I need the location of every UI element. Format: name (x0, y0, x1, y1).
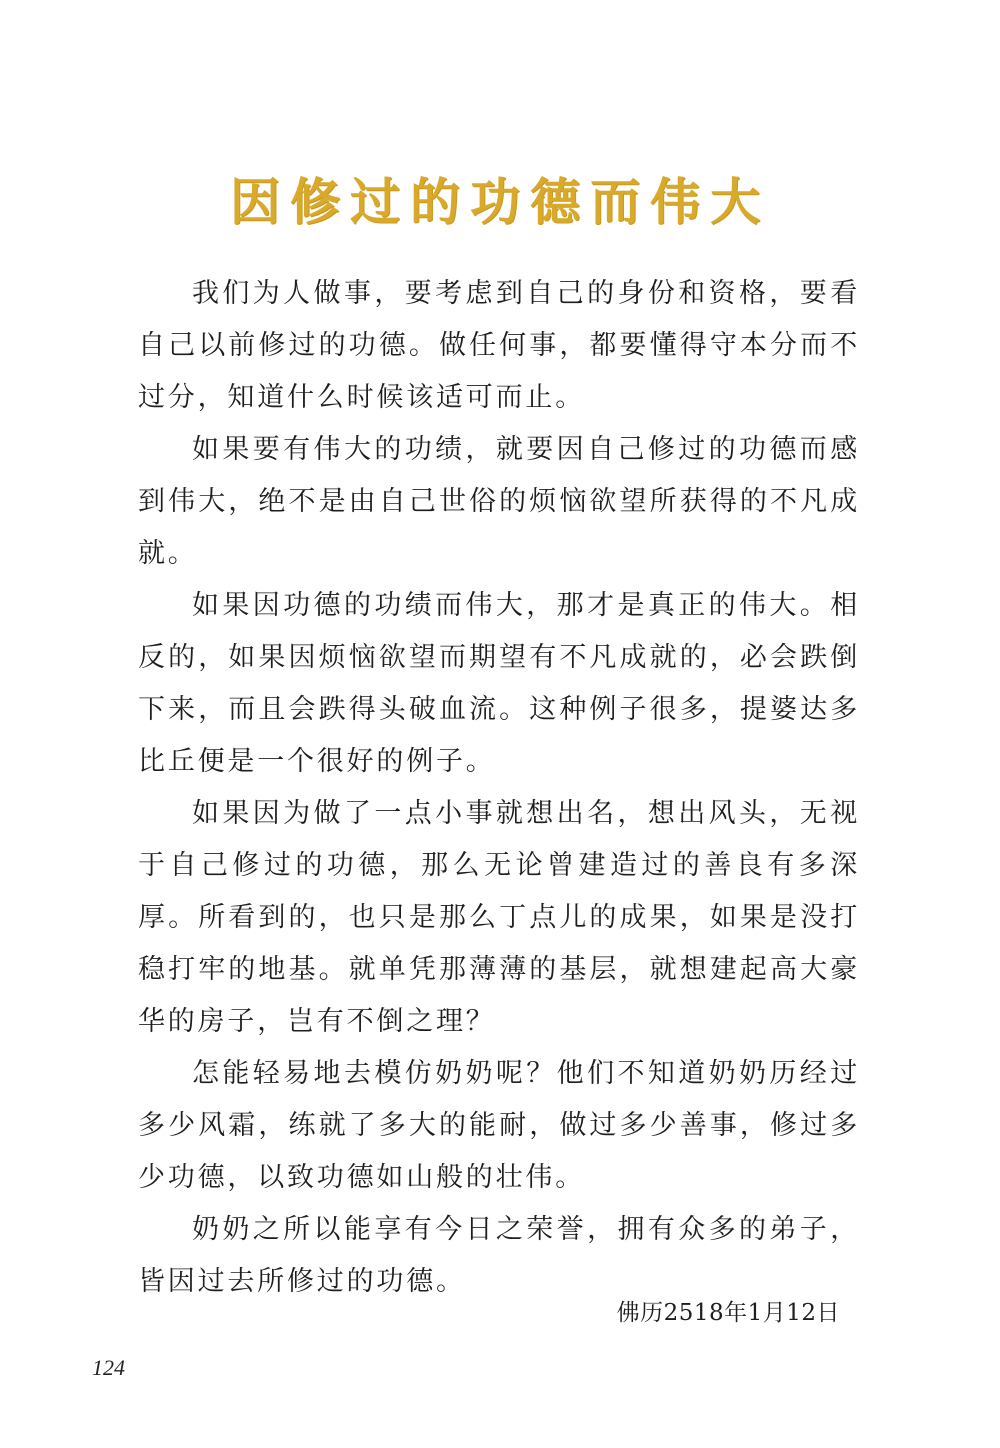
article-body (138, 268, 860, 1308)
page-number: 124 (92, 1355, 125, 1380)
paragraph-3: 如果因功德的功绩而伟大，那才是真正的伟大。相反的，如果因烦恼欲望而期望有不凡成就的，必会跌倒下来，而且会跌得头破血流。这种例子很多，提婆达多比丘便是一个很好的例子。 (138, 590, 860, 777)
paragraph-6: 奶奶之所以能享有今日之荣誉，拥有众多的弟子，皆因过去所修过的功德。 (138, 1214, 860, 1297)
page-title: 因修过的功德而伟大 (230, 171, 770, 231)
paragraph-1: 我们为人做事，要考虑到自己的身份和资格，要看自己以前修过的功德。做任何事，都要懂得守本分而不过分，知道什么时候该适可而止。 (138, 278, 860, 413)
paragraph-4: 如果因为做了一点小事就想出名，想出风头，无视于自己修过的功德，那么无论曾建造过的善良有多深厚。所看到的，也只是那么丁点儿的成果，如果是没打稳打牢的地基。就单凭那薄薄的基层，就想建起高大豪华的房子，岂有不倒之理？ (138, 798, 860, 1037)
paragraph-2: 如果要有伟大的功绩，就要因自己修过的功德而感到伟大，绝不是由自己世俗的烦恼欲望所获得的不凡成就。 (138, 434, 860, 569)
paragraph-5: 怎能轻易地去模仿奶奶呢？他们不知道奶奶历经过多少风霜，练就了多大的能耐，做过多少善事，修过多少功德，以致功德如山般的壮伟。 (138, 1058, 860, 1193)
date-line: 佛历2518年1月12日 (616, 1300, 840, 1326)
